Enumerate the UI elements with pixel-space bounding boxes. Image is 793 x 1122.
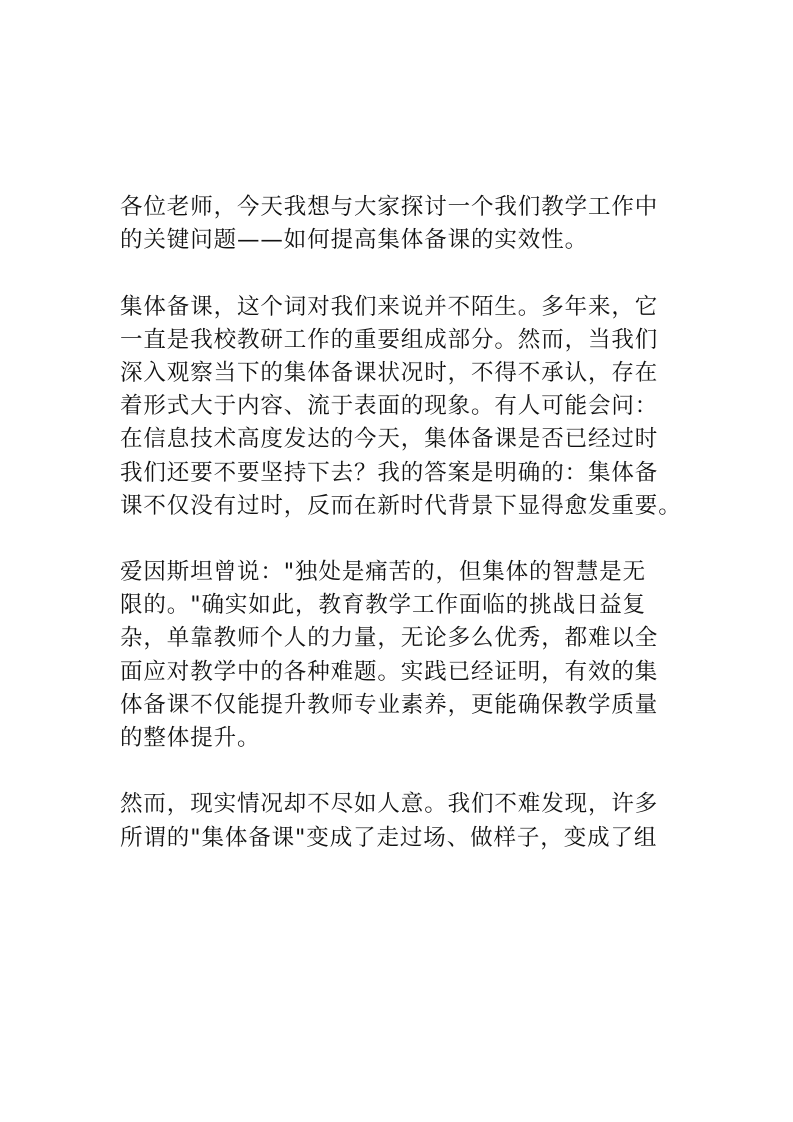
text-line: 爱因斯坦曾说："独处是痛苦的，但集体的智慧是无 (120, 559, 647, 586)
paragraph-reality (120, 788, 680, 854)
text-line: 一直是我校教研工作的重要组成部分。然而，当我们 (120, 326, 659, 353)
text-line: 课不仅没有过时，反而在新时代背景下显得愈发重要。 (120, 492, 682, 519)
paragraph-intro (120, 191, 680, 257)
paragraph-einstein-quote (120, 556, 680, 755)
document-body (120, 191, 680, 888)
text-line: 体备课不仅能提升教师专业素养，更能确保教学质量 (120, 691, 659, 718)
text-line: 然而，现实情况却不尽如人意。我们不难发现，许多 (120, 791, 659, 818)
text-line: 的关键问题——如何提高集体备课的实效性。 (120, 227, 589, 254)
text-line: 在信息技术高度发达的今天，集体备课是否已经过时 (120, 426, 659, 453)
text-line: 的整体提升。 (120, 725, 261, 751)
text-line: 杂，单靠教师个人的力量，无论多么优秀，都难以全 (120, 625, 659, 652)
text-line: 各位老师，今天我想与大家探讨一个我们教学工作中 (120, 194, 659, 220)
text-line: 集体备课，这个词对我们来说并不陌生。多年来，它 (120, 293, 659, 320)
text-line: 面应对教学中的各种难题。实践已经证明，有效的集 (120, 658, 659, 685)
text-line: 限的。"确实如此，教育教学工作面临的挑战日益复 (120, 592, 647, 619)
text-line: 深入观察当下的集体备课状况时，不得不承认，存在 (120, 359, 659, 386)
paragraph-collective-prep (120, 291, 680, 523)
text-line: 着形式大于内容、流于表面的现象。有人可能会问： (120, 393, 659, 420)
text-line: 我们还要不要坚持下去？我的答案是明确的：集体备 (120, 459, 659, 486)
text-line: 所谓的"集体备课"变成了走过场、做样子，变成了组 (120, 824, 658, 851)
